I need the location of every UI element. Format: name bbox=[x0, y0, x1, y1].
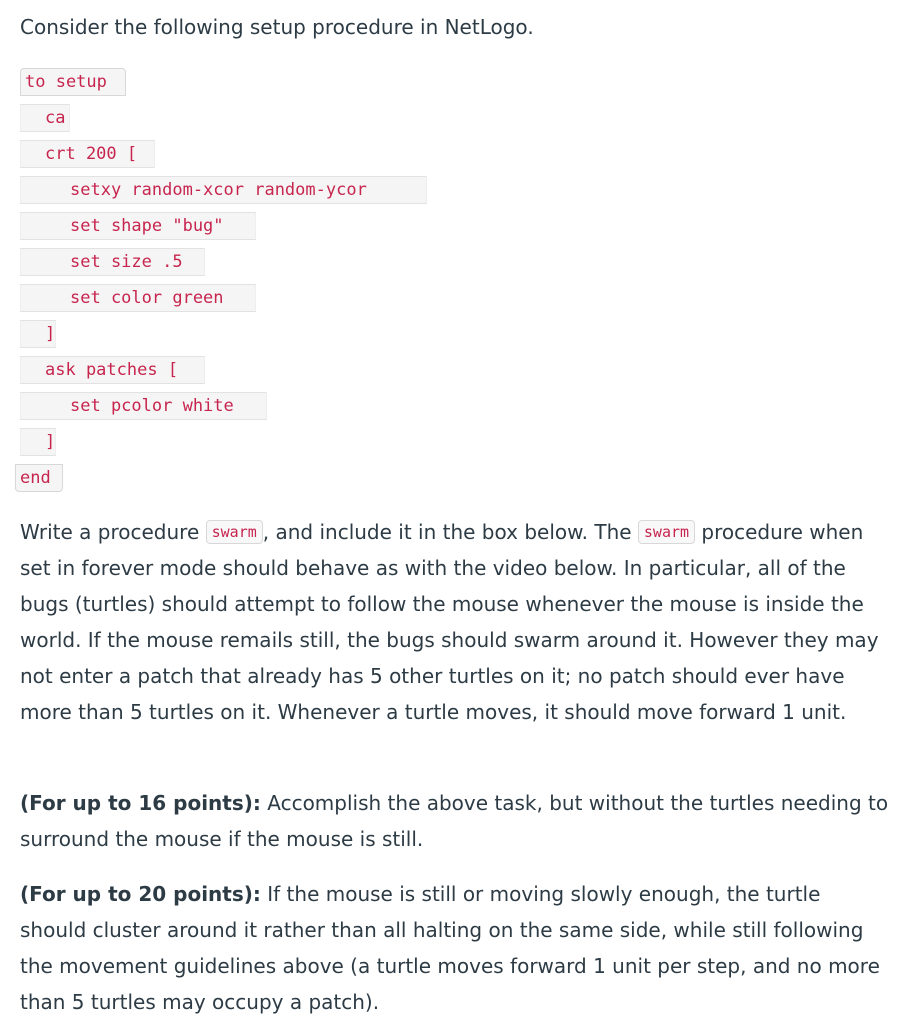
code-line-set-shape: set shape "bug" bbox=[20, 212, 256, 240]
tier-16-text: Accomplish the above task, but without the turtles needing to surround the mouse if the mouse is still. bbox=[20, 791, 889, 851]
code-line-to-setup: to setup bbox=[20, 68, 126, 96]
swarm-inline-code-1: swarm bbox=[206, 520, 263, 544]
code-line-ask-patches: ask patches [ bbox=[20, 356, 205, 384]
swarm-inline-code-2: swarm bbox=[638, 520, 695, 544]
code-line-close-bracket-2: ] bbox=[20, 428, 56, 456]
task-text-3: procedure when set in forever mode should behave as with the video below. In particular, all of the bugs (turtles) should attempt to follow the mouse whenever the mouse is inside the world. If the mouse remails still, the bugs should swarm around it. However they may not enter a patch that already has 5 other turtles on it; no patch should ever have more than 5 turtles on it. Whenever a turtle moves, it should move forward 1 unit. bbox=[20, 520, 879, 724]
code-line-set-color: set color green bbox=[20, 284, 256, 312]
task-paragraph bbox=[20, 514, 890, 730]
intro-text: Consider the following setup procedure in NetLogo. bbox=[20, 15, 534, 39]
task-text-2: , and include it in the box below. The bbox=[262, 520, 638, 544]
code-line-set-size: set size .5 bbox=[20, 248, 205, 276]
tier-16-section bbox=[20, 785, 890, 857]
tier-20-section bbox=[20, 876, 890, 1020]
tier-16-label: (For up to 16 points): bbox=[20, 791, 261, 815]
code-line-set-pcolor: set pcolor white bbox=[20, 392, 267, 420]
task-description bbox=[20, 514, 890, 730]
tier-20-text: If the mouse is still or moving slowly enough, the turtle should cluster around it rather than all halting on the same side, while still following the movement guidelines above (a turtle moves forward 1 unit per step, and no more than 5 turtles may occupy a patch). bbox=[20, 882, 880, 1014]
tier-20-paragraph bbox=[20, 876, 890, 1020]
task-text-1: Write a procedure bbox=[20, 520, 206, 544]
code-line-ca: ca bbox=[20, 104, 70, 132]
code-line-setxy: setxy random-xcor random-ycor bbox=[20, 176, 427, 204]
tier-16-paragraph bbox=[20, 785, 890, 857]
tier-20-label: (For up to 20 points): bbox=[20, 882, 261, 906]
code-line-end: end bbox=[15, 464, 63, 492]
code-line-close-bracket-1: ] bbox=[20, 320, 56, 348]
code-line-crt: crt 200 [ bbox=[20, 140, 155, 168]
